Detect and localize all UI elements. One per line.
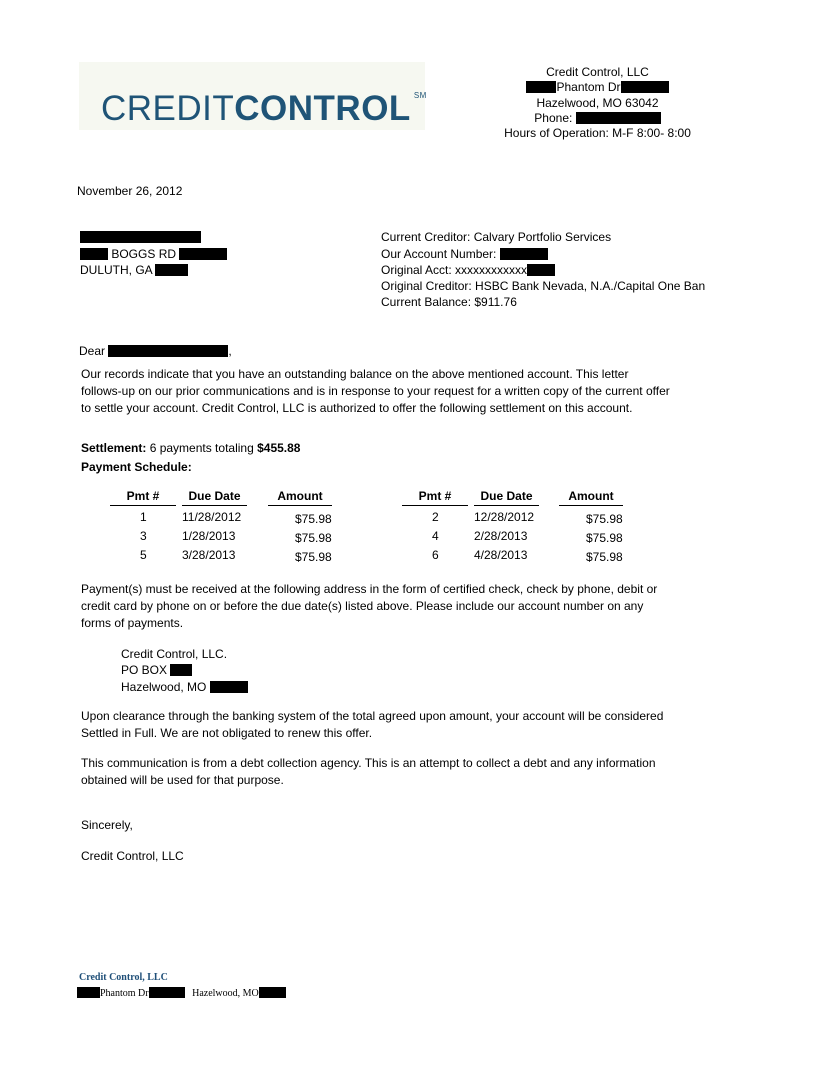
settlement-text: 6 payments totaling xyxy=(149,441,254,455)
recipient-city-line xyxy=(80,262,188,278)
pmt-number: 6 xyxy=(432,548,439,562)
closing: Sincerely, xyxy=(81,818,133,832)
letter-date: November 26, 2012 xyxy=(77,184,183,198)
col-header-due-date: Due Date xyxy=(480,489,533,503)
remit-city: Hazelwood, MO xyxy=(121,680,207,694)
redaction xyxy=(179,248,227,260)
service-mark: SM xyxy=(413,91,427,100)
settlement-total: $455.88 xyxy=(257,441,301,455)
footer-street: Phantom Dr xyxy=(100,988,149,999)
redaction xyxy=(500,248,548,260)
settlement-label: Settlement: xyxy=(81,441,147,455)
due-date: 12/28/2012 xyxy=(474,510,535,524)
company-logo xyxy=(79,62,425,130)
due-date: 1/28/2013 xyxy=(182,529,236,543)
instruction-line: Payment(s) must be received at the following address in the form of certified check, check by phone, debit or xyxy=(81,582,658,596)
settlement-line xyxy=(81,440,300,456)
redaction xyxy=(576,112,661,124)
our-account-line xyxy=(381,246,548,262)
col-header-amount: Amount xyxy=(277,489,323,503)
pmt-number: 3 xyxy=(140,529,147,543)
header-underline xyxy=(474,505,539,506)
header-phone-label: Phone: xyxy=(534,111,573,125)
header-hours: Hours of Operation: M-F 8:00- 8:00 xyxy=(504,126,691,140)
footer-address xyxy=(77,987,286,999)
due-date: 2/28/2013 xyxy=(474,529,528,543)
disclosure-paragraph xyxy=(81,755,701,789)
intro-line: to settle your account. Credit Control, LLC is authorized to offer the following settlement on this account. xyxy=(81,401,633,415)
recipient-street-line xyxy=(80,246,227,262)
header-underline xyxy=(182,505,247,506)
col-header-pmt: Pmt # xyxy=(418,489,452,503)
pmt-number: 2 xyxy=(432,510,439,524)
redaction xyxy=(526,81,556,93)
redaction xyxy=(259,987,286,998)
header-street: Phantom Dr xyxy=(556,80,621,94)
due-date: 4/28/2013 xyxy=(474,548,528,562)
disclosure-line: This communication is from a debt collection agency. This is an attempt to collect a debt and any information xyxy=(81,756,656,770)
logo-word-credit: CREDIT xyxy=(101,89,235,128)
our-account-label: Our Account Number: xyxy=(381,247,497,261)
intro-line: follows-up on our prior communications and is in response to your request for a written copy of the current offer xyxy=(81,384,670,398)
amount: $75.98 xyxy=(295,512,332,526)
redaction xyxy=(621,81,669,93)
payment-instructions xyxy=(81,581,701,632)
header-underline xyxy=(110,505,176,506)
redaction xyxy=(80,248,108,260)
col-header-amount: Amount xyxy=(568,489,614,503)
remit-city-line xyxy=(121,679,248,695)
amount: $75.98 xyxy=(295,550,332,564)
salutation-line: Dear , xyxy=(79,344,232,358)
amount: $75.98 xyxy=(295,531,332,545)
clearance-line: Settled in Full. We are not obligated to renew this offer. xyxy=(81,726,373,740)
due-date: 3/28/2013 xyxy=(182,548,236,562)
recipient-street: BOGGS RD xyxy=(111,247,177,261)
original-acct-line xyxy=(381,262,555,278)
pmt-number: 4 xyxy=(432,529,439,543)
instruction-line: forms of payments. xyxy=(81,616,184,630)
redaction xyxy=(210,681,248,693)
header-underline xyxy=(559,505,623,506)
footer-city: Hazelwood, MO xyxy=(192,988,259,999)
redaction xyxy=(149,987,185,998)
recipient-name xyxy=(80,229,201,245)
recipient-city: DULUTH, GA xyxy=(80,263,153,277)
remit-box-line xyxy=(121,662,192,678)
header-phone-line xyxy=(480,111,715,127)
instruction-line: credit card by phone on or before the due date(s) listed above. Please include our account number on any xyxy=(81,599,644,613)
redaction xyxy=(170,664,192,676)
footer-company: Credit Control, LLC xyxy=(79,972,168,983)
intro-paragraph xyxy=(81,366,701,417)
header-underline xyxy=(268,505,332,506)
payment-schedule-label: Payment Schedule: xyxy=(81,460,192,474)
remit-name: Credit Control, LLC. xyxy=(121,647,228,661)
intro-line: Our records indicate that you have an outstanding balance on the above mentioned account. This letter xyxy=(81,367,629,381)
logo-word-control: CONTROL xyxy=(234,89,411,128)
salutation: Dear xyxy=(79,344,106,358)
disclosure-line: obtained will be used for that purpose. xyxy=(81,773,284,787)
amount: $75.98 xyxy=(586,550,623,564)
redaction xyxy=(527,264,555,276)
pmt-number: 5 xyxy=(140,548,147,562)
amount: $75.98 xyxy=(586,531,623,545)
pmt-number: 1 xyxy=(140,510,147,524)
col-header-pmt: Pmt # xyxy=(126,489,160,503)
remit-box: PO BOX xyxy=(121,663,168,677)
current-creditor: Current Creditor: Calvary Portfolio Services xyxy=(381,230,612,244)
redaction xyxy=(108,345,228,357)
original-creditor: Original Creditor: HSBC Bank Nevada, N.A./Capital One Ban xyxy=(381,279,706,293)
redaction xyxy=(77,987,100,998)
header-street-line xyxy=(480,80,715,96)
col-header-due-date: Due Date xyxy=(188,489,241,503)
redaction xyxy=(155,264,188,276)
redaction xyxy=(80,231,201,243)
signature: Credit Control, LLC xyxy=(81,849,184,863)
clearance-paragraph xyxy=(81,708,701,742)
current-balance: Current Balance: $911.76 xyxy=(381,295,517,309)
header-city: Hazelwood, MO 63042 xyxy=(536,96,659,110)
amount: $75.98 xyxy=(586,512,623,526)
header-underline xyxy=(402,505,468,506)
due-date: 11/28/2012 xyxy=(182,510,242,524)
original-acct: Original Acct: xxxxxxxxxxxx xyxy=(381,263,528,277)
header-company: Credit Control, LLC xyxy=(546,65,649,79)
clearance-line: Upon clearance through the banking system of the total agreed upon amount, your account will be considered xyxy=(81,709,664,723)
